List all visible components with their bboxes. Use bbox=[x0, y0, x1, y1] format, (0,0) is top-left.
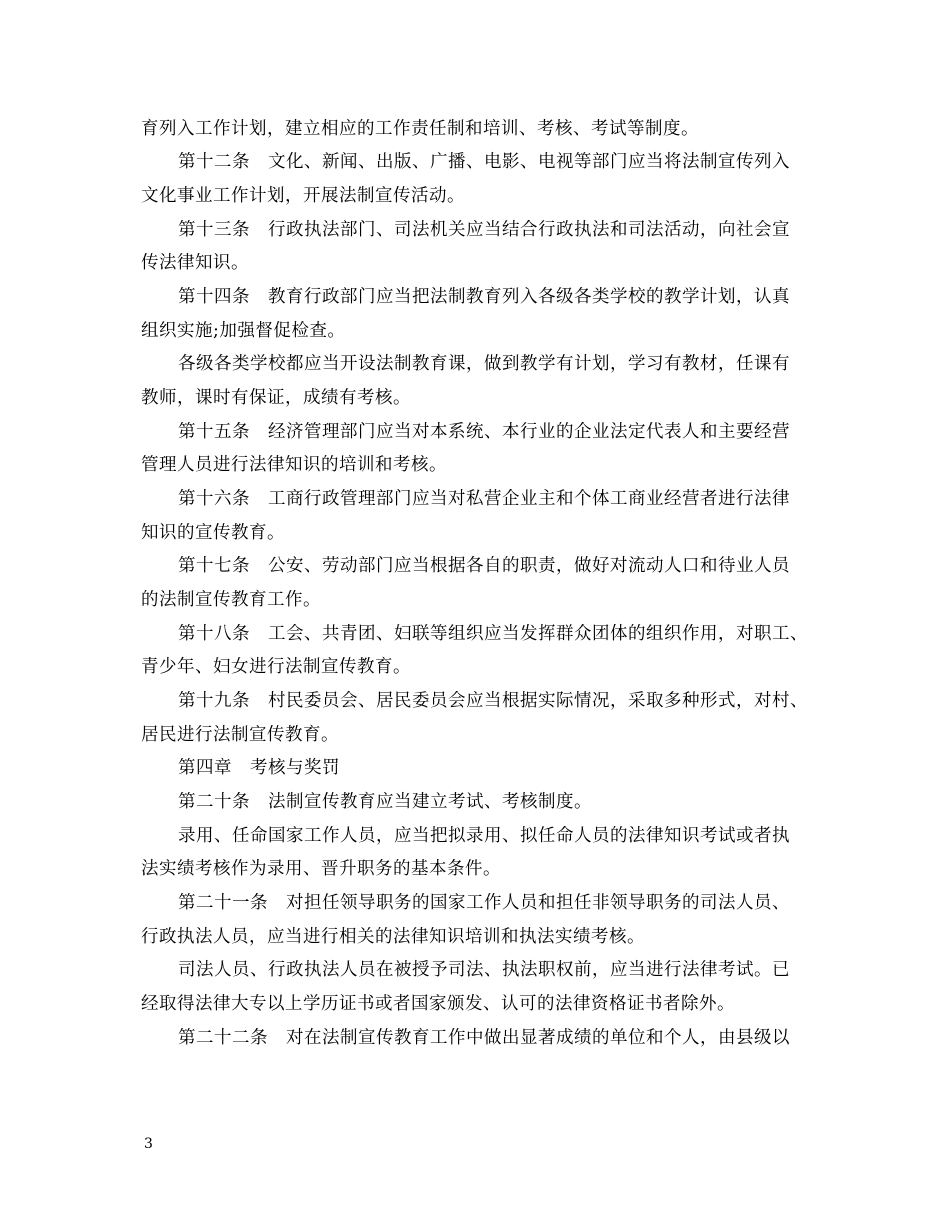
text-line: 法实绩考核作为录用、晋升职务的基本条件。 bbox=[141, 859, 501, 879]
text-line: 第十四条 教育行政部门应当把法制教育列入各级各类学校的教学计划，认真 bbox=[178, 287, 790, 307]
text-line: 传法律知识。 bbox=[141, 253, 249, 273]
text-line: 经取得法律大专以上学历证书或者国家颁发、认可的法律资格证书者除外。 bbox=[141, 994, 735, 1014]
chapter-heading: 第四章 考核与奖罚 bbox=[178, 758, 340, 778]
text-line: 录用、任命国家工作人员，应当把拟录用、拟任命人员的法律知识考试或者执 bbox=[178, 826, 790, 846]
text-line: 管理人员进行法律知识的培训和考核。 bbox=[141, 455, 447, 475]
text-line: 育列入工作计划，建立相应的工作责任制和培训、考核、考试等制度。 bbox=[141, 119, 699, 139]
text-line: 第二十二条 对在法制宣传教育工作中做出显著成绩的单位和个人，由县级以 bbox=[178, 1028, 790, 1048]
text-line: 第二十一条 对担任领导职务的国家工作人员和担任非领导职务的司法人员、 bbox=[178, 893, 790, 913]
text-line: 第十二条 文化、新闻、出版、广播、电影、电视等部门应当将法制宣传列入 bbox=[178, 152, 790, 172]
text-line: 各级各类学校都应当开设法制教育课，做到教学有计划，学习有教材，任课有 bbox=[178, 354, 790, 374]
text-line: 第二十条 法制宣传教育应当建立考试、考核制度。 bbox=[178, 792, 592, 812]
text-line: 青少年、妇女进行法制宣传教育。 bbox=[141, 657, 411, 677]
text-line: 第十七条 公安、劳动部门应当根据各自的职责，做好对流动人口和待业人员 bbox=[178, 556, 790, 576]
text-line: 行政执法人员，应当进行相关的法律知识培训和执法实绩考核。 bbox=[141, 927, 645, 947]
text-line: 的法制宣传教育工作。 bbox=[141, 590, 321, 610]
text-line: 第十八条 工会、共青团、妇联等组织应当发挥群众团体的组织作用，对职工、 bbox=[178, 624, 808, 644]
text-line: 居民进行法制宣传教育。 bbox=[141, 725, 339, 745]
text-line: 第十九条 村民委员会、居民委员会应当根据实际情况，采取多种形式，对村、 bbox=[178, 691, 808, 711]
text-line: 第十五条 经济管理部门应当对本系统、本行业的企业法定代表人和主要经营 bbox=[178, 422, 790, 442]
text-line: 教师，课时有保证，成绩有考核。 bbox=[141, 388, 411, 408]
text-line: 第十六条 工商行政管理部门应当对私营企业主和个体工商业经营者进行法律 bbox=[178, 489, 790, 509]
text-line: 司法人员、行政执法人员在被授予司法、执法职权前，应当进行法律考试。已 bbox=[178, 960, 790, 980]
text-line: 组织实施;加强督促检查。 bbox=[141, 321, 346, 341]
page-number: 3 bbox=[144, 1136, 153, 1152]
text-line: 知识的宣传教育。 bbox=[141, 523, 285, 543]
text-line: 文化事业工作计划，开展法制宣传活动。 bbox=[141, 186, 465, 206]
text-line: 第十三条 行政执法部门、司法机关应当结合行政执法和司法活动，向社会宣 bbox=[178, 220, 790, 240]
